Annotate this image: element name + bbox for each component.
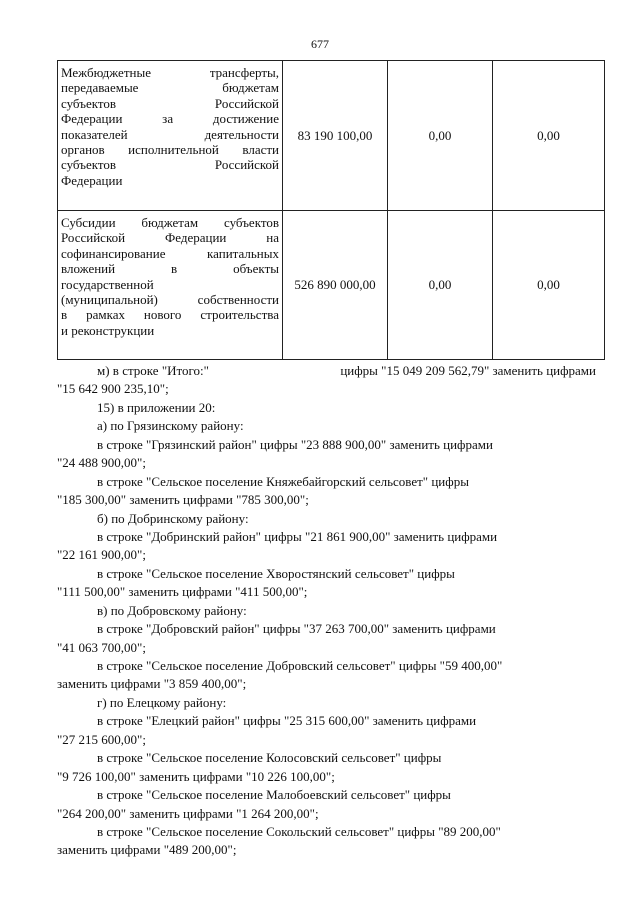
text-line: "41 063 700,00"; — [57, 639, 146, 655]
text-fragment: цифры "15 049 209 562,79" заменить цифрами — [340, 363, 596, 378]
text-line: "111 500,00" заменить цифрами "411 500,00"; — [57, 584, 308, 600]
name-line: софинансирование капитальных — [61, 245, 279, 261]
name-line: вложений в объекты — [61, 261, 279, 277]
name-line: (муниципальной) собственности — [61, 292, 279, 308]
name-line: государственной — [61, 276, 154, 292]
name-line: показателей деятельности — [61, 126, 279, 142]
text-line: заменить цифрами "489 200,00"; — [57, 842, 237, 858]
text-line: а) по Грязинскому району: — [97, 418, 244, 434]
text-line: в строке "Сельское поселение Сокольский сельсовет" цифры "89 200,00" — [97, 823, 501, 839]
text-line: в строке "Сельское поселение Княжебайгорский сельсовет" цифры — [97, 473, 469, 489]
text-line: "185 300,00" заменить цифрами "785 300,00"; — [57, 492, 309, 508]
text-line: "24 488 900,00"; — [57, 455, 146, 471]
table-row — [58, 211, 605, 360]
amount-cell: 526 890 000,00 — [283, 211, 388, 360]
name-line: Межбюджетные трансферты, — [61, 65, 279, 80]
page-number: 677 — [311, 37, 329, 51]
name-line: передаваемые бюджетам — [61, 80, 279, 96]
name-line: органов исполнительной власти — [61, 142, 279, 158]
value-cell: 0,00 — [493, 211, 605, 360]
text-line: заменить цифрами "3 859 400,00"; — [57, 676, 247, 692]
text-line: "22 161 900,00"; — [57, 547, 146, 563]
text-line: в строке "Добровский район" цифры "37 263 700,00" заменить цифрами — [97, 621, 496, 637]
name-line: Субсидии бюджетам субъектов — [61, 215, 279, 230]
text-line: в строке "Сельское поселение Хворостянский сельсовет" цифры — [97, 565, 455, 581]
name-line: Федерации за достижение — [61, 111, 279, 127]
table-row — [58, 61, 605, 211]
value-cell: 0,00 — [493, 61, 605, 211]
name-line: Российской Федерации на — [61, 230, 279, 246]
amount-cell: 83 190 100,00 — [283, 61, 388, 211]
text-line: в строке "Елецкий район" цифры "25 315 600,00" заменить цифрами — [97, 713, 477, 729]
name-line: субъектов Российской — [61, 95, 279, 111]
row-name-cell — [58, 61, 283, 211]
text-line — [57, 362, 596, 380]
text-line: в строке "Сельское поселение Малобоевский сельсовет" цифры — [97, 787, 451, 803]
value-cell: 0,00 — [388, 211, 493, 360]
text-line: в строке "Сельское поселение Добровский сельсовет" цифры "59 400,00" — [97, 658, 503, 673]
value-cell: 0,00 — [388, 61, 493, 211]
name-line: Федерации — [61, 172, 123, 188]
name-line: в рамках нового строительства — [61, 307, 279, 323]
text-line: 15) в приложении 20: — [97, 399, 216, 415]
text-line: "9 726 100,00" заменить цифрами "10 226 100,00"; — [57, 768, 335, 784]
text-line: в строке "Добринский район" цифры "21 861 900,00" заменить цифрами — [97, 528, 498, 544]
name-line: и реконструкции — [61, 322, 155, 338]
amendment-text — [57, 362, 596, 860]
text-line: б) по Добринскому району: — [97, 510, 249, 526]
text-line: "27 215 600,00"; — [57, 731, 146, 747]
text-fragment: м) в строке "Итого:" — [97, 363, 209, 378]
text-line: г) по Елецкому району: — [97, 694, 227, 710]
row-name-cell — [58, 211, 283, 360]
text-line: в строке "Сельское поселение Колосовский сельсовет" цифры — [97, 750, 442, 766]
text-line: "264 200,00" заменить цифрами "1 264 200,00"; — [57, 805, 319, 821]
budget-table — [57, 60, 605, 360]
name-line: субъектов Российской — [61, 157, 279, 173]
text-line: в) по Добровскому району: — [97, 602, 247, 618]
text-line: в строке "Грязинский район" цифры "23 888 900,00" заменить цифрами — [97, 436, 493, 452]
text-line: "15 642 900 235,10"; — [57, 381, 169, 397]
